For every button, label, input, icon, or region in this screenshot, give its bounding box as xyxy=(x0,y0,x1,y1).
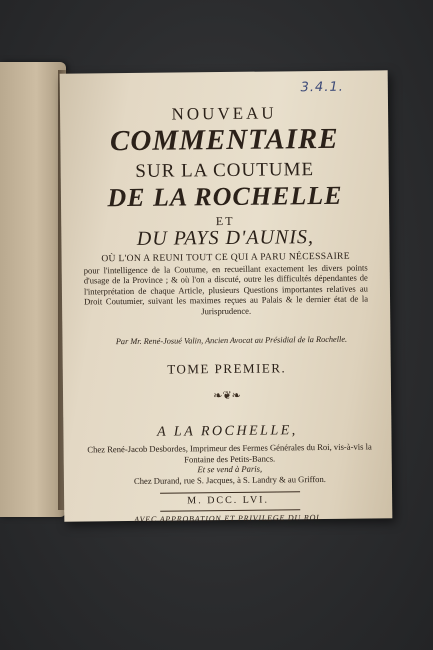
title-line-6: DU PAYS D'AUNIS, xyxy=(136,226,315,250)
title-line-3: SUR LA COUTUME xyxy=(135,159,315,182)
imprint-seller: Chez Durand, rue S. Jacques, à S. Landry & au Griffon. xyxy=(133,473,326,486)
author-line: Par Mr. René-Josué Valin, Ancien Avocat au Présidial de la Rochelle. xyxy=(115,334,348,347)
fleuron-ornament-icon: ❧❦❧ xyxy=(213,389,241,403)
rule-top xyxy=(160,491,300,493)
royal-privilege: AVEC APPROBATION ET PRIVILEGE DU ROI. xyxy=(134,513,323,524)
title-page xyxy=(60,70,393,524)
volume-label: TOME PREMIER. xyxy=(167,360,287,377)
title-line-4: DE LA ROCHELLE xyxy=(107,180,343,213)
description-paragraph xyxy=(84,252,369,319)
title-line-2: COMMENTAIRE xyxy=(109,122,339,158)
imprint-printer: Chez René-Jacob Desbordes, Imprimeur des Fermes Générales du Roi, vis-à-vis la Fontaine des Petits-Bancs. xyxy=(87,441,372,464)
handwritten-shelfmark: 3.4.1. xyxy=(300,79,344,96)
imprint-place: A LA ROCHELLE, xyxy=(157,423,298,440)
left-page-edge xyxy=(0,62,66,517)
imprint-sold: Et se vend à Paris, xyxy=(197,463,263,475)
description-body: pour l'intelligence de la Coutume, en recueillant exactement les divers points d'usage de la Province ; & où l'on a discuté, outre les difficultés dépendantes de l'interprétation de chaque Article, plusieurs Questions importantes relatives au Droit Coutumier, suivant les maximes reçues au Palais & le dernier état de la Jurisprudence. xyxy=(83,262,369,317)
rule-bottom xyxy=(160,509,300,511)
title-page-content xyxy=(60,70,393,524)
imprint-block xyxy=(78,441,382,486)
description-lead: OÙ L'ON A REUNI TOUT CE QUI A PARU NÉCESSAIRE xyxy=(101,250,350,265)
title-line-5: ET xyxy=(215,213,235,229)
imprint-date: M. DCC. LVI. xyxy=(187,494,270,507)
title-line-1: NOUVEAU xyxy=(171,103,277,124)
